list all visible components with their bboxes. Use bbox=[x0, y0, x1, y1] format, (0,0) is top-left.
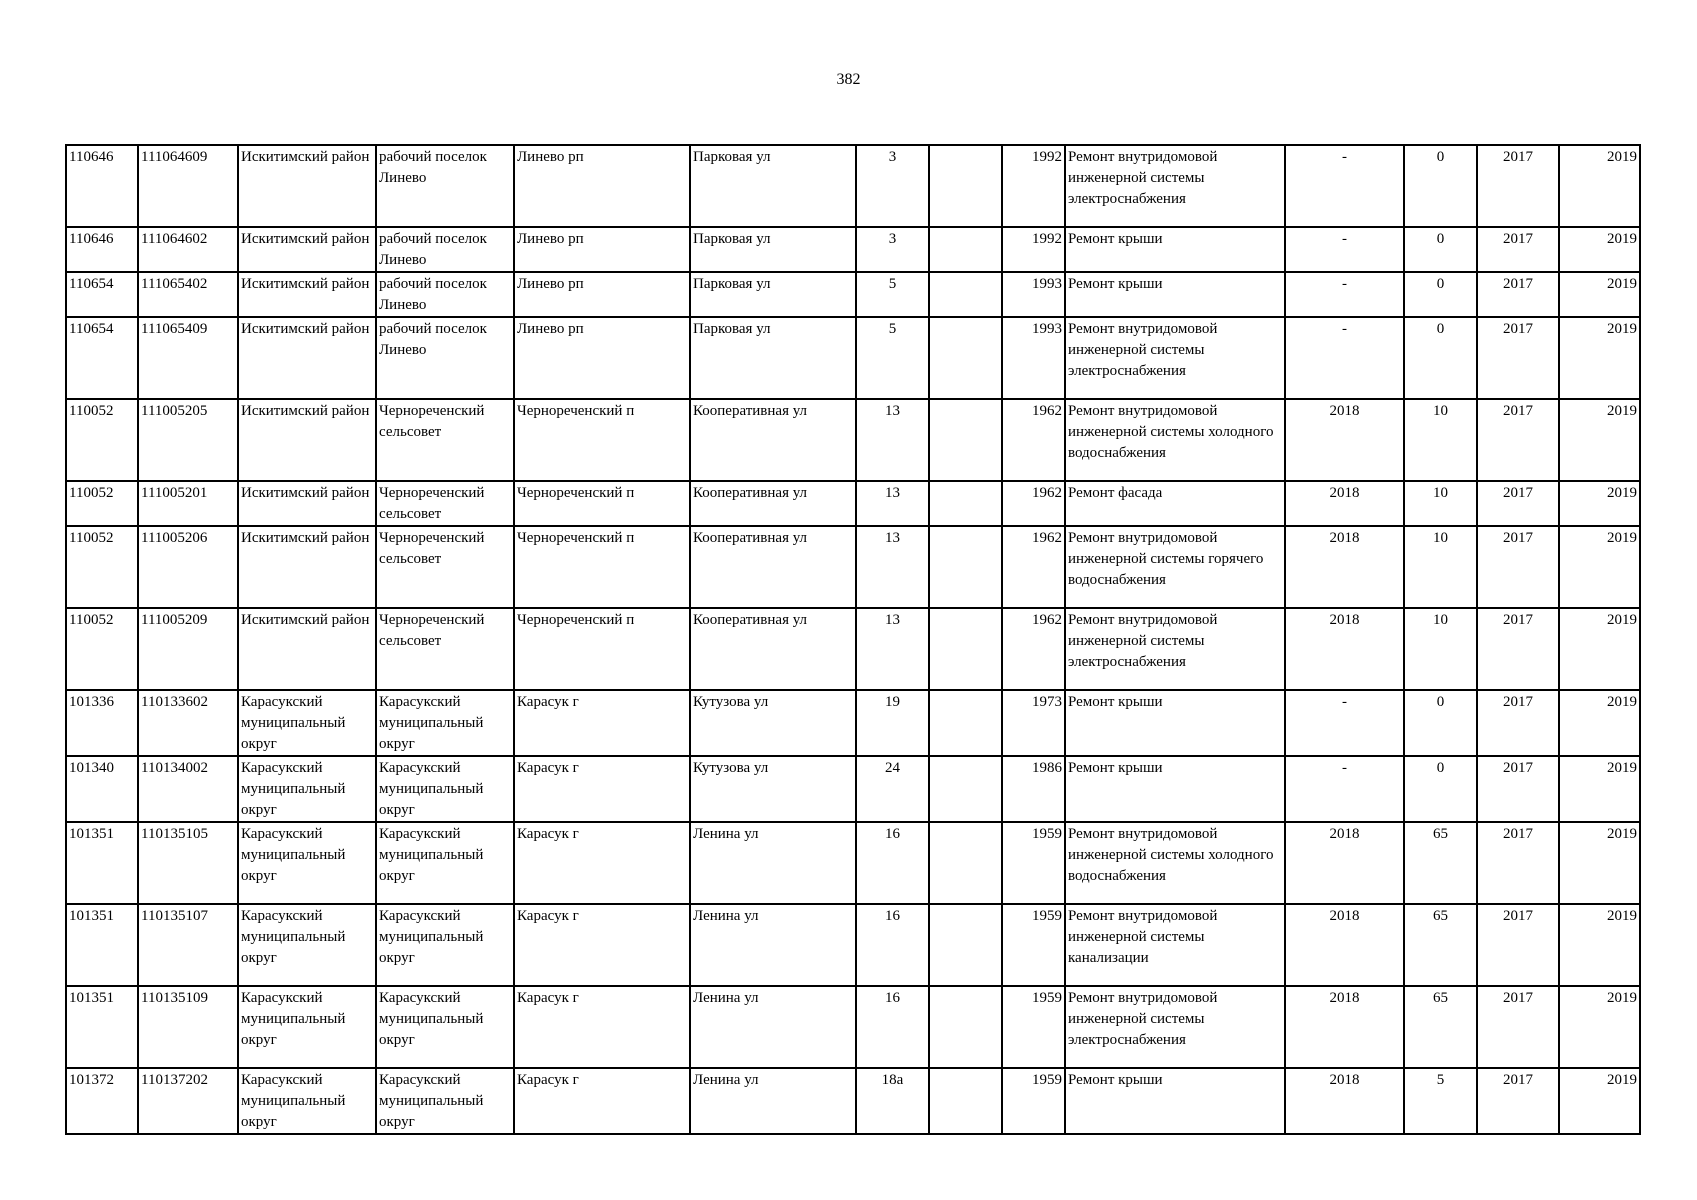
period-end-cell: 2019 bbox=[1559, 1068, 1640, 1134]
wear-percent-cell: 10 bbox=[1404, 526, 1477, 608]
last-repair-year-cell: 2018 bbox=[1285, 526, 1404, 608]
work-id-cell: 111005209 bbox=[138, 608, 238, 690]
district-cell: Искитимский район bbox=[238, 608, 376, 690]
work-type-cell: Ремонт внутридомовой инженерной системы электроснабжения bbox=[1065, 145, 1285, 227]
last-repair-year-cell: - bbox=[1285, 690, 1404, 756]
house-id-cell: 110654 bbox=[66, 317, 138, 399]
district-cell: Карасукский муниципальный округ bbox=[238, 986, 376, 1068]
work-type-cell: Ремонт крыши bbox=[1065, 227, 1285, 272]
municipality-cell: рабочий поселок Линево bbox=[376, 317, 514, 399]
work-type-cell: Ремонт внутридомовой инженерной системы электроснабжения bbox=[1065, 317, 1285, 399]
year-built-cell: 1973 bbox=[1002, 690, 1065, 756]
year-built-cell: 1959 bbox=[1002, 904, 1065, 986]
municipality-cell: Карасукский муниципальный округ bbox=[376, 690, 514, 756]
municipality-cell: Карасукский муниципальный округ bbox=[376, 756, 514, 822]
work-type-cell: Ремонт крыши bbox=[1065, 690, 1285, 756]
wear-percent-cell: 0 bbox=[1404, 145, 1477, 227]
settlement-cell: Линево рп bbox=[514, 317, 690, 399]
table-row bbox=[66, 904, 1640, 986]
house-id-cell: 101351 bbox=[66, 904, 138, 986]
house-id-cell: 110052 bbox=[66, 526, 138, 608]
house-number-cell: 13 bbox=[856, 481, 929, 526]
period-end-cell: 2019 bbox=[1559, 399, 1640, 481]
municipality-cell: Чернореченский сельсовет bbox=[376, 526, 514, 608]
year-built-cell: 1992 bbox=[1002, 227, 1065, 272]
year-built-cell: 1959 bbox=[1002, 1068, 1065, 1134]
period-start-cell: 2017 bbox=[1477, 481, 1559, 526]
street-cell: Ленина ул bbox=[690, 904, 856, 986]
year-built-cell: 1962 bbox=[1002, 481, 1065, 526]
period-start-cell: 2017 bbox=[1477, 526, 1559, 608]
table-row bbox=[66, 481, 1640, 526]
period-start-cell: 2017 bbox=[1477, 399, 1559, 481]
period-start-cell: 2017 bbox=[1477, 904, 1559, 986]
building-cell bbox=[929, 317, 1002, 399]
wear-percent-cell: 0 bbox=[1404, 317, 1477, 399]
settlement-cell: Чернореченский п bbox=[514, 481, 690, 526]
work-type-cell: Ремонт внутридомовой инженерной системы холодного водоснабжения bbox=[1065, 822, 1285, 904]
work-type-cell: Ремонт внутридомовой инженерной системы электроснабжения bbox=[1065, 986, 1285, 1068]
settlement-cell: Чернореченский п bbox=[514, 399, 690, 481]
page-number: 382 bbox=[836, 71, 861, 88]
house-id-cell: 110052 bbox=[66, 399, 138, 481]
table-row bbox=[66, 986, 1640, 1068]
table-row bbox=[66, 399, 1640, 481]
house-id-cell: 101372 bbox=[66, 1068, 138, 1134]
municipality-cell: Чернореченский сельсовет bbox=[376, 399, 514, 481]
table-row bbox=[66, 1068, 1640, 1134]
period-end-cell: 2019 bbox=[1559, 822, 1640, 904]
street-cell: Кутузова ул bbox=[690, 756, 856, 822]
district-cell: Искитимский район bbox=[238, 227, 376, 272]
district-cell: Искитимский район bbox=[238, 526, 376, 608]
year-built-cell: 1986 bbox=[1002, 756, 1065, 822]
district-cell: Карасукский муниципальный округ bbox=[238, 904, 376, 986]
period-start-cell: 2017 bbox=[1477, 317, 1559, 399]
work-id-cell: 111064602 bbox=[138, 227, 238, 272]
house-id-cell: 101340 bbox=[66, 756, 138, 822]
period-end-cell: 2019 bbox=[1559, 904, 1640, 986]
street-cell: Кооперативная ул bbox=[690, 608, 856, 690]
last-repair-year-cell: - bbox=[1285, 317, 1404, 399]
house-number-cell: 13 bbox=[856, 608, 929, 690]
year-built-cell: 1959 bbox=[1002, 986, 1065, 1068]
district-cell: Карасукский муниципальный округ bbox=[238, 1068, 376, 1134]
period-end-cell: 2019 bbox=[1559, 986, 1640, 1068]
last-repair-year-cell: 2018 bbox=[1285, 986, 1404, 1068]
period-end-cell: 2019 bbox=[1559, 690, 1640, 756]
wear-percent-cell: 5 bbox=[1404, 1068, 1477, 1134]
work-id-cell: 111005206 bbox=[138, 526, 238, 608]
building-cell bbox=[929, 481, 1002, 526]
last-repair-year-cell: 2018 bbox=[1285, 608, 1404, 690]
district-cell: Искитимский район bbox=[238, 145, 376, 227]
work-type-cell: Ремонт крыши bbox=[1065, 756, 1285, 822]
period-end-cell: 2019 bbox=[1559, 317, 1640, 399]
settlement-cell: Линево рп bbox=[514, 145, 690, 227]
period-end-cell: 2019 bbox=[1559, 227, 1640, 272]
municipality-cell: Карасукский муниципальный округ bbox=[376, 904, 514, 986]
year-built-cell: 1962 bbox=[1002, 526, 1065, 608]
building-cell bbox=[929, 986, 1002, 1068]
building-cell bbox=[929, 1068, 1002, 1134]
municipality-cell: рабочий поселок Линево bbox=[376, 272, 514, 317]
period-start-cell: 2017 bbox=[1477, 690, 1559, 756]
last-repair-year-cell: 2018 bbox=[1285, 904, 1404, 986]
district-cell: Искитимский район bbox=[238, 272, 376, 317]
settlement-cell: Карасук г bbox=[514, 756, 690, 822]
house-id-cell: 110646 bbox=[66, 227, 138, 272]
house-id-cell: 101351 bbox=[66, 986, 138, 1068]
settlement-cell: Чернореченский п bbox=[514, 608, 690, 690]
work-type-cell: Ремонт крыши bbox=[1065, 272, 1285, 317]
municipality-cell: рабочий поселок Линево bbox=[376, 227, 514, 272]
street-cell: Кооперативная ул bbox=[690, 481, 856, 526]
wear-percent-cell: 10 bbox=[1404, 399, 1477, 481]
settlement-cell: Карасук г bbox=[514, 904, 690, 986]
house-id-cell: 101351 bbox=[66, 822, 138, 904]
building-cell bbox=[929, 904, 1002, 986]
period-end-cell: 2019 bbox=[1559, 145, 1640, 227]
district-cell: Искитимский район bbox=[238, 317, 376, 399]
last-repair-year-cell: - bbox=[1285, 145, 1404, 227]
period-end-cell: 2019 bbox=[1559, 756, 1640, 822]
last-repair-year-cell: 2018 bbox=[1285, 399, 1404, 481]
settlement-cell: Линево рп bbox=[514, 227, 690, 272]
last-repair-year-cell: 2018 bbox=[1285, 822, 1404, 904]
work-type-cell: Ремонт внутридомовой инженерной системы холодного водоснабжения bbox=[1065, 399, 1285, 481]
table-row bbox=[66, 272, 1640, 317]
street-cell: Ленина ул bbox=[690, 822, 856, 904]
building-cell bbox=[929, 690, 1002, 756]
work-id-cell: 110133602 bbox=[138, 690, 238, 756]
house-number-cell: 3 bbox=[856, 145, 929, 227]
period-start-cell: 2017 bbox=[1477, 145, 1559, 227]
year-built-cell: 1959 bbox=[1002, 822, 1065, 904]
building-cell bbox=[929, 272, 1002, 317]
work-id-cell: 110134002 bbox=[138, 756, 238, 822]
period-start-cell: 2017 bbox=[1477, 822, 1559, 904]
house-number-cell: 16 bbox=[856, 986, 929, 1068]
last-repair-year-cell: - bbox=[1285, 272, 1404, 317]
work-id-cell: 111005201 bbox=[138, 481, 238, 526]
period-start-cell: 2017 bbox=[1477, 227, 1559, 272]
period-start-cell: 2017 bbox=[1477, 608, 1559, 690]
work-type-cell: Ремонт крыши bbox=[1065, 1068, 1285, 1134]
repair-schedule-table bbox=[65, 144, 1641, 1135]
district-cell: Искитимский район bbox=[238, 481, 376, 526]
work-type-cell: Ремонт внутридомовой инженерной системы горячего водоснабжения bbox=[1065, 526, 1285, 608]
street-cell: Кооперативная ул bbox=[690, 526, 856, 608]
street-cell: Кооперативная ул bbox=[690, 399, 856, 481]
work-id-cell: 111065402 bbox=[138, 272, 238, 317]
table-row bbox=[66, 227, 1640, 272]
street-cell: Кутузова ул bbox=[690, 690, 856, 756]
house-id-cell: 110052 bbox=[66, 608, 138, 690]
settlement-cell: Карасук г bbox=[514, 986, 690, 1068]
municipality-cell: Чернореченский сельсовет bbox=[376, 608, 514, 690]
work-type-cell: Ремонт внутридомовой инженерной системы канализации bbox=[1065, 904, 1285, 986]
house-id-cell: 110052 bbox=[66, 481, 138, 526]
wear-percent-cell: 0 bbox=[1404, 272, 1477, 317]
house-number-cell: 16 bbox=[856, 904, 929, 986]
table-row bbox=[66, 145, 1640, 227]
table-row bbox=[66, 690, 1640, 756]
street-cell: Ленина ул bbox=[690, 986, 856, 1068]
period-end-cell: 2019 bbox=[1559, 272, 1640, 317]
building-cell bbox=[929, 526, 1002, 608]
house-id-cell: 110654 bbox=[66, 272, 138, 317]
street-cell: Парковая ул bbox=[690, 145, 856, 227]
house-number-cell: 19 bbox=[856, 690, 929, 756]
wear-percent-cell: 65 bbox=[1404, 904, 1477, 986]
district-cell: Искитимский район bbox=[238, 399, 376, 481]
building-cell bbox=[929, 608, 1002, 690]
work-id-cell: 110135109 bbox=[138, 986, 238, 1068]
wear-percent-cell: 0 bbox=[1404, 690, 1477, 756]
street-cell: Парковая ул bbox=[690, 272, 856, 317]
house-number-cell: 5 bbox=[856, 272, 929, 317]
building-cell bbox=[929, 145, 1002, 227]
wear-percent-cell: 10 bbox=[1404, 608, 1477, 690]
period-start-cell: 2017 bbox=[1477, 1068, 1559, 1134]
work-id-cell: 111065409 bbox=[138, 317, 238, 399]
district-cell: Карасукский муниципальный округ bbox=[238, 690, 376, 756]
last-repair-year-cell: 2018 bbox=[1285, 1068, 1404, 1134]
district-cell: Карасукский муниципальный округ bbox=[238, 822, 376, 904]
settlement-cell: Линево рп bbox=[514, 272, 690, 317]
municipality-cell: Чернореченский сельсовет bbox=[376, 481, 514, 526]
house-number-cell: 16 bbox=[856, 822, 929, 904]
building-cell bbox=[929, 822, 1002, 904]
period-start-cell: 2017 bbox=[1477, 986, 1559, 1068]
work-id-cell: 110135105 bbox=[138, 822, 238, 904]
settlement-cell: Карасук г bbox=[514, 690, 690, 756]
district-cell: Карасукский муниципальный округ bbox=[238, 756, 376, 822]
building-cell bbox=[929, 399, 1002, 481]
work-id-cell: 111005205 bbox=[138, 399, 238, 481]
wear-percent-cell: 65 bbox=[1404, 986, 1477, 1068]
table-row bbox=[66, 756, 1640, 822]
house-number-cell: 13 bbox=[856, 399, 929, 481]
municipality-cell: Карасукский муниципальный округ bbox=[376, 822, 514, 904]
street-cell: Парковая ул bbox=[690, 317, 856, 399]
building-cell bbox=[929, 756, 1002, 822]
work-id-cell: 111064609 bbox=[138, 145, 238, 227]
period-end-cell: 2019 bbox=[1559, 481, 1640, 526]
street-cell: Парковая ул bbox=[690, 227, 856, 272]
table-row bbox=[66, 317, 1640, 399]
house-id-cell: 110646 bbox=[66, 145, 138, 227]
period-end-cell: 2019 bbox=[1559, 526, 1640, 608]
wear-percent-cell: 65 bbox=[1404, 822, 1477, 904]
house-number-cell: 5 bbox=[856, 317, 929, 399]
year-built-cell: 1962 bbox=[1002, 399, 1065, 481]
year-built-cell: 1993 bbox=[1002, 272, 1065, 317]
municipality-cell: Карасукский муниципальный округ bbox=[376, 1068, 514, 1134]
street-cell: Ленина ул bbox=[690, 1068, 856, 1134]
year-built-cell: 1993 bbox=[1002, 317, 1065, 399]
work-id-cell: 110137202 bbox=[138, 1068, 238, 1134]
last-repair-year-cell: - bbox=[1285, 756, 1404, 822]
house-number-cell: 3 bbox=[856, 227, 929, 272]
work-type-cell: Ремонт внутридомовой инженерной системы электроснабжения bbox=[1065, 608, 1285, 690]
period-end-cell: 2019 bbox=[1559, 608, 1640, 690]
municipality-cell: Карасукский муниципальный округ bbox=[376, 986, 514, 1068]
last-repair-year-cell: 2018 bbox=[1285, 481, 1404, 526]
wear-percent-cell: 0 bbox=[1404, 227, 1477, 272]
settlement-cell: Карасук г bbox=[514, 1068, 690, 1134]
work-id-cell: 110135107 bbox=[138, 904, 238, 986]
settlement-cell: Чернореченский п bbox=[514, 526, 690, 608]
settlement-cell: Карасук г bbox=[514, 822, 690, 904]
table-row bbox=[66, 822, 1640, 904]
municipality-cell: рабочий поселок Линево bbox=[376, 145, 514, 227]
house-number-cell: 24 bbox=[856, 756, 929, 822]
building-cell bbox=[929, 227, 1002, 272]
wear-percent-cell: 10 bbox=[1404, 481, 1477, 526]
period-start-cell: 2017 bbox=[1477, 756, 1559, 822]
year-built-cell: 1962 bbox=[1002, 608, 1065, 690]
table-row bbox=[66, 526, 1640, 608]
house-id-cell: 101336 bbox=[66, 690, 138, 756]
house-number-cell: 13 bbox=[856, 526, 929, 608]
year-built-cell: 1992 bbox=[1002, 145, 1065, 227]
period-start-cell: 2017 bbox=[1477, 272, 1559, 317]
work-type-cell: Ремонт фасада bbox=[1065, 481, 1285, 526]
last-repair-year-cell: - bbox=[1285, 227, 1404, 272]
wear-percent-cell: 0 bbox=[1404, 756, 1477, 822]
house-number-cell: 18а bbox=[856, 1068, 929, 1134]
table-row bbox=[66, 608, 1640, 690]
